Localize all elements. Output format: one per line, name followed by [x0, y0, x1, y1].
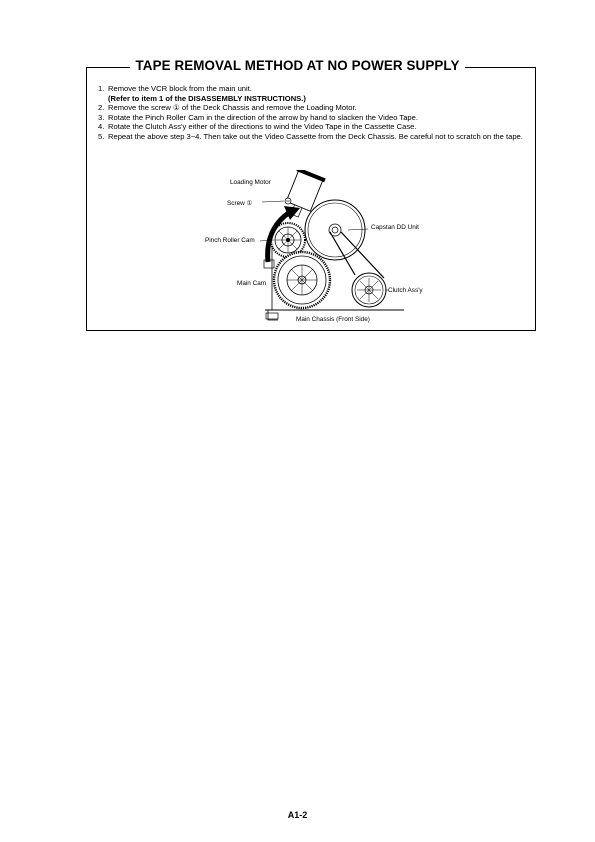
section-title: TAPE REMOVAL METHOD AT NO POWER SUPPLY [130, 58, 466, 73]
main-cam [274, 252, 330, 308]
step-number: 1. [98, 84, 105, 93]
step-text: Rotate the Pinch Roller Cam in the direction of the arrow by hand to slacken the Video Tape. [108, 112, 418, 122]
section-title-wrap [0, 57, 595, 75]
step-note: (Refer to item 1 of the DISASSEMBLY INSTRUCTIONS.) [108, 93, 306, 103]
mechanism-drawing [200, 170, 440, 330]
step-item [98, 132, 526, 142]
step-text: Rotate the Clutch Ass'y either of the directions to wind the Video Tape in the Cassette Case. [108, 122, 417, 132]
capstan-dd-unit [305, 200, 365, 260]
step-item [98, 84, 526, 103]
step-item [98, 113, 526, 123]
label-loading-motor: Loading Motor [230, 179, 271, 186]
step-text: Remove the VCR block from the main unit. [108, 84, 252, 93]
step-number: 3. [98, 112, 105, 122]
step-text: Remove the screw ① of the Deck Chassis and remove the Loading Motor. [108, 103, 357, 113]
label-capstan-dd-unit: Capstan DD Unit [371, 224, 419, 231]
chassis-foot [268, 310, 278, 320]
step-number: 4. [98, 122, 105, 132]
mechanism-diagram [200, 170, 440, 335]
step-item [98, 122, 526, 132]
page-number: A1-2 [287, 810, 308, 820]
label-clutch-assy: Clutch Ass'y [388, 287, 423, 294]
label-screw: Screw ① [227, 200, 253, 207]
label-pinch-roller-cam: Pinch Roller Cam [205, 237, 255, 244]
label-main-chassis: Main Chassis (Front Side) [296, 316, 370, 323]
step-item [98, 103, 526, 113]
step-number: 5. [98, 131, 105, 141]
step-number: 2. [98, 103, 105, 113]
screw-leader [262, 201, 284, 202]
instruction-list [98, 84, 526, 142]
clutch-assy [352, 273, 386, 307]
label-main-cam: Main Cam [237, 280, 267, 287]
screw-part [285, 198, 291, 204]
step-text: Repeat the above step 3~4. Then take out the Video Cassette from the Deck Chassis. Be careful not to scratch on the tape. [108, 131, 523, 141]
